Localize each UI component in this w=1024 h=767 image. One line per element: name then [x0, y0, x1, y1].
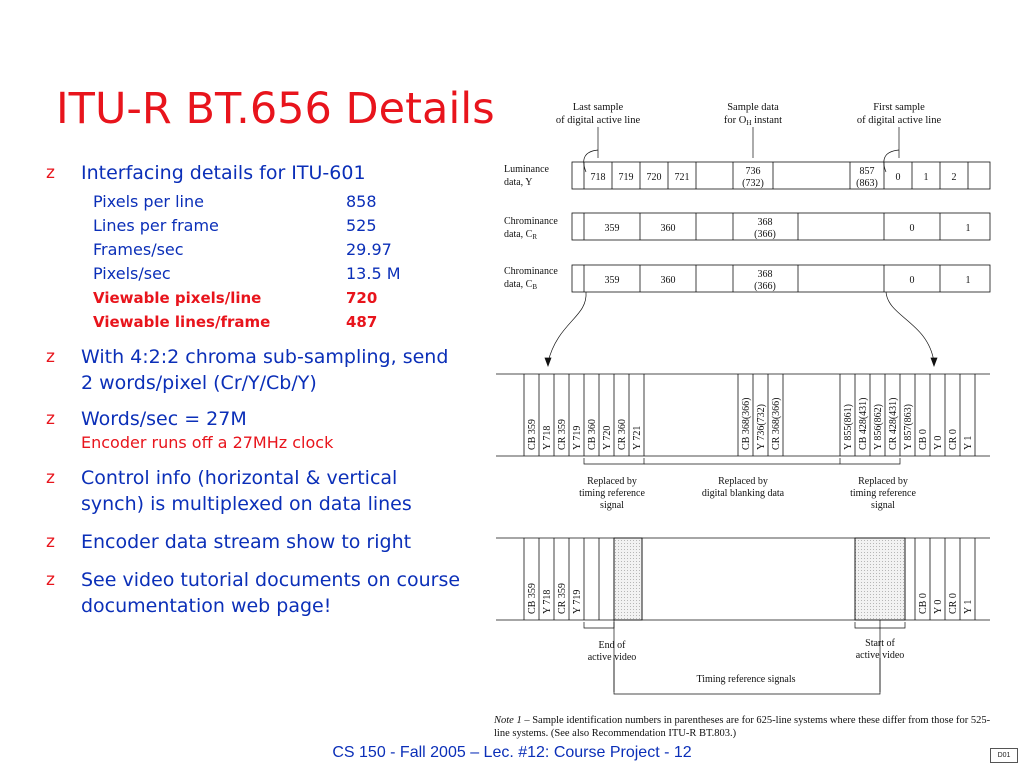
stream-word: CB 359 [527, 419, 538, 450]
cr-cell: (366) [754, 229, 776, 240]
sample-data-label: for OH instant [723, 115, 783, 127]
stream-word: Y 0 [933, 599, 944, 614]
cr-cell: 359 [604, 223, 620, 234]
replaced-label: digital blanking data [701, 488, 785, 499]
row-label: data, Y [504, 177, 533, 188]
cb-cell: 360 [660, 275, 676, 286]
lum-cell: 0 [895, 172, 901, 183]
stream-word: CR 360 [617, 419, 628, 450]
figure-badge: D01 [990, 748, 1018, 763]
stream-word: CR 0 [948, 593, 959, 614]
bullet-item [46, 160, 466, 186]
cb-cell: 368 [757, 269, 773, 280]
timing-label: Timing reference signals [696, 674, 796, 685]
bullet-text: Encoder data stream show to right [81, 531, 412, 553]
stream-word: Y 1 [963, 599, 974, 614]
lum-cell: 718 [590, 172, 606, 183]
start-video-label: Start of [865, 638, 895, 649]
stream-word: CR 428(431) [888, 397, 899, 450]
connector-lines [545, 292, 937, 366]
replaced-label: signal [871, 500, 895, 511]
stream-word: Y 718 [542, 425, 553, 450]
row-label: data, $C_R$ [504, 229, 537, 241]
stream-word: CR 368(366) [771, 397, 782, 450]
chrominance-cr-row [572, 213, 990, 240]
spec-label: Viewable lines/frame [93, 313, 271, 331]
stream-word: CB 0 [918, 593, 929, 614]
diagram-note [494, 714, 994, 740]
row-label: data, $C_B$ [504, 279, 537, 291]
spec-row [46, 214, 466, 238]
cb-cell: 359 [604, 275, 620, 286]
first-sample-label: of digital active line [856, 115, 942, 126]
stream-word: Y 718 [542, 589, 553, 614]
cr-cell: 0 [909, 223, 915, 234]
bullet-text: Interfacing details for ITU-601 [81, 162, 366, 184]
stream-word: Y 0 [933, 435, 944, 450]
stream-word: CR 0 [948, 429, 959, 450]
stream-word: Y 720 [602, 425, 613, 450]
row-label: Chrominance [504, 216, 558, 227]
lum-cell: 857 [859, 166, 875, 177]
chrominance-cb-row [572, 265, 990, 292]
sample-data-label: Sample data [727, 102, 779, 113]
stream-word: Y 736(732) [756, 403, 767, 450]
spec-label: Frames/sec [93, 240, 184, 259]
spec-value: 29.97 [346, 240, 392, 259]
spec-row-highlight [46, 286, 466, 310]
row-label: Luminance [504, 164, 549, 175]
lum-cell: 721 [674, 172, 690, 183]
spec-label: Pixels per line [93, 192, 204, 211]
replaced-label: timing reference [579, 488, 645, 499]
bullet-item [46, 406, 466, 453]
stream-word: CR 359 [557, 583, 568, 614]
note-text: – Sample identification numbers in parentheses are for 625-line systems where these differ from those for 525-line systems. (See also Recommendation ITU-R BT.803.) [494, 715, 991, 739]
cb-cell: 1 [965, 275, 971, 286]
end-video-label: End of [598, 640, 626, 651]
spec-list [46, 190, 466, 334]
spec-label: Pixels/sec [93, 264, 171, 283]
replaced-label: Replaced by [858, 476, 908, 487]
bullet-icon: z [46, 468, 55, 488]
bullet-text: See video tutorial documents on course documentation web page! [81, 569, 461, 617]
slide-footer: CS 150 - Fall 2005 – Lec. #12: Course Project - 12 [332, 744, 692, 761]
bt656-timing-diagram [488, 92, 993, 707]
stream-word: Y 855(861) [843, 403, 854, 450]
start-video-label: active video [855, 650, 905, 661]
replaced-label: timing reference [850, 488, 916, 499]
spec-row [46, 190, 466, 214]
cr-cell: 360 [660, 223, 676, 234]
last-sample-label: of digital active line [555, 115, 641, 126]
row-label: Chrominance [504, 266, 558, 277]
stream-word: CB 428(431) [858, 397, 869, 450]
spec-value: 487 [346, 313, 378, 331]
spec-row-highlight [46, 310, 466, 334]
spec-value: 858 [346, 192, 377, 211]
stream-word: CR 359 [557, 419, 568, 450]
lum-cell: 1 [923, 172, 929, 183]
cr-cell: 368 [757, 217, 773, 228]
stream-word: Y 719 [572, 589, 583, 614]
first-sample-label: First sample [873, 102, 925, 113]
spec-value: 525 [346, 216, 377, 235]
bullet-list [46, 160, 466, 619]
bullet-item [46, 344, 466, 396]
bullet-item [46, 465, 466, 517]
bullet-icon: z [46, 409, 55, 429]
stream-word: Y 857(863) [903, 403, 914, 450]
last-sample-label: Last sample [572, 102, 624, 113]
bullet-icon: z [46, 347, 55, 367]
spec-label: Viewable pixels/line [93, 289, 262, 307]
stream-word: Y 1 [963, 435, 974, 450]
spec-label: Lines per frame [93, 216, 219, 235]
replacement-braces [584, 458, 900, 464]
lum-cell: 720 [646, 172, 662, 183]
replaced-label: Replaced by [587, 476, 637, 487]
replaced-label: Replaced by [718, 476, 768, 487]
cr-cell: 1 [965, 223, 971, 234]
stream-word: Y 719 [572, 425, 583, 450]
bullet-text: Control info (horizontal & vertical synch) is multiplexed on data lines [81, 467, 412, 515]
bullet-icon: z [46, 163, 55, 183]
stream-word: CB 0 [918, 429, 929, 450]
bullet-text: With 4:2:2 chroma sub-sampling, send 2 words/pixel (Cr/Y/Cb/Y) [81, 346, 449, 394]
end-video-label: active video [587, 652, 637, 663]
spec-value: 720 [346, 289, 378, 307]
slide-title: ITU-R BT.656 Details [56, 84, 495, 134]
lum-cell: 736 [745, 166, 761, 177]
bullet-item [46, 567, 466, 619]
cb-cell: 0 [909, 275, 915, 286]
cb-cell: (366) [754, 281, 776, 292]
bullet-icon: z [46, 532, 55, 552]
note-lead: Note 1 [494, 715, 522, 726]
lum-cell: 2 [951, 172, 957, 183]
data-stream-2 [496, 538, 990, 620]
stream-word: CB 360 [587, 419, 598, 450]
stream-word: CB 359 [527, 583, 538, 614]
lum-cell: (863) [856, 178, 878, 189]
stream-word: Y 856(862) [873, 403, 884, 450]
replaced-label: signal [600, 500, 624, 511]
bullet-subtext: Encoder runs off a 27MHz clock [81, 433, 334, 452]
bullet-text: Words/sec = 27M [81, 408, 247, 430]
spec-value: 13.5 M [346, 264, 401, 283]
lum-cell: 719 [618, 172, 634, 183]
bullet-item [46, 529, 466, 555]
bullet-icon: z [46, 570, 55, 590]
spec-row [46, 262, 466, 286]
stream-word: CB 368(366) [741, 397, 752, 450]
lum-cell: (732) [742, 178, 764, 189]
spec-row [46, 238, 466, 262]
stream-word: Y 721 [632, 425, 643, 450]
